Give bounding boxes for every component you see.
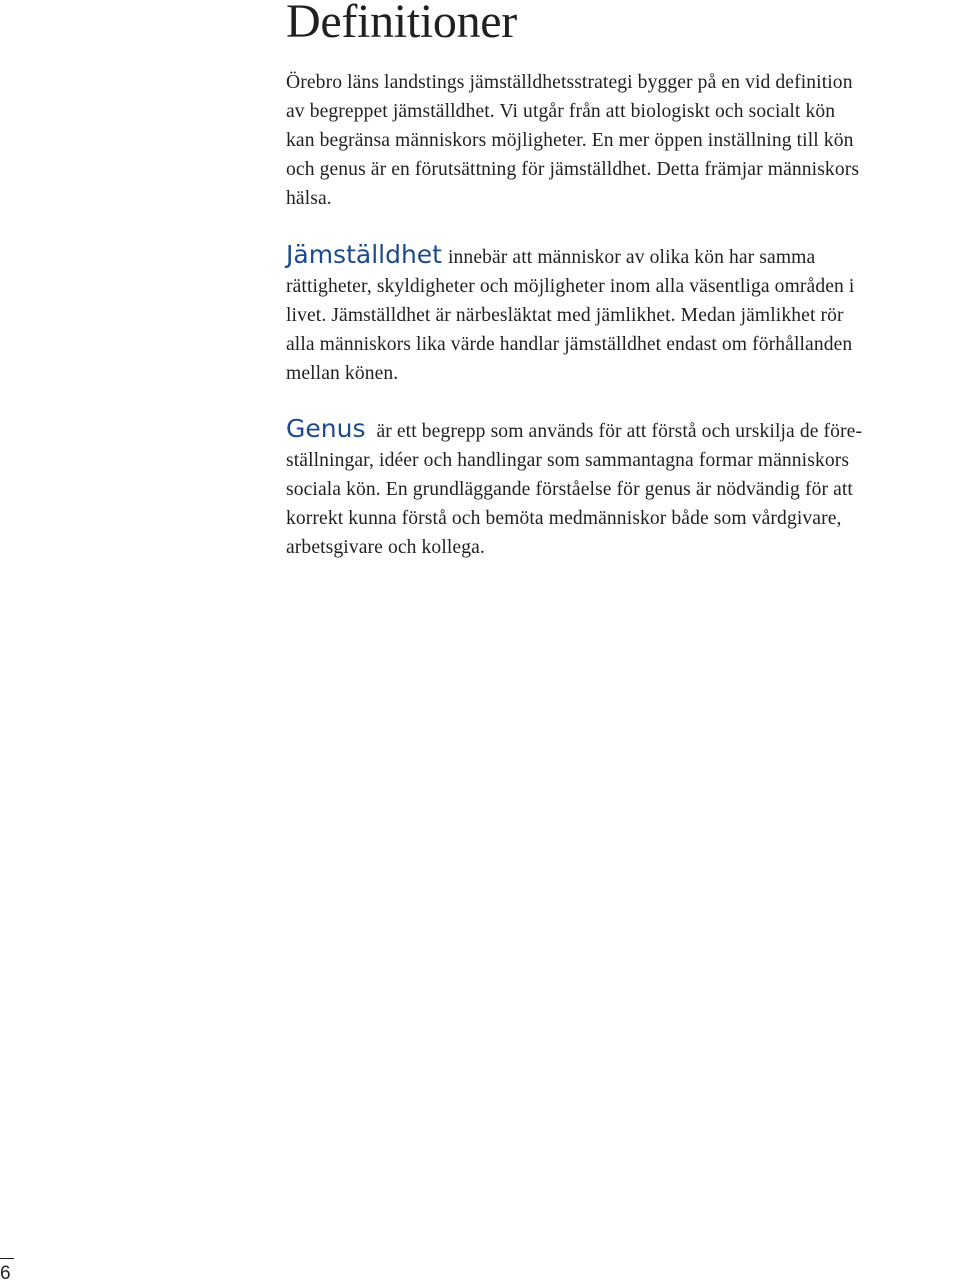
definition-line: korrekt kunna förstå och bemöta medmänniskor både som vårdgivare, — [286, 508, 842, 529]
intro-line: av begreppet jämställdhet. Vi utgår från att biologiskt och socialt kön — [286, 101, 836, 122]
page-number: 6 — [0, 1263, 11, 1284]
page-corner-rule — [0, 1258, 14, 1259]
intro-line: Örebro läns landstings jämställdhetsstrategi bygger på en vid definition — [286, 72, 853, 93]
definition-first-line — [286, 414, 958, 446]
definition-line: alla människors lika värde handlar jämställdhet endast om förhållanden — [286, 334, 853, 355]
definition-line: ställningar, idéer och handlingar som sammantagna formar människors — [286, 450, 850, 471]
page-title: Definitioner — [286, 0, 517, 48]
definition-line: livet. Jämställdhet är närbesläktat med jämlikhet. Medan jämlikhet rör — [286, 305, 844, 326]
intro-line: hälsa. — [286, 188, 332, 209]
definition-term: Genus — [286, 414, 366, 443]
definition-line: sociala kön. En grundläggande förståelse för genus är nödvändig för att — [286, 479, 853, 500]
definition-line: mellan könen. — [286, 363, 399, 384]
definition-jamstalldhet — [286, 240, 958, 388]
intro-line: och genus är en förutsättning för jämställdhet. Detta främjar människors — [286, 159, 860, 180]
intro-paragraph — [286, 68, 958, 213]
definition-line: är ett begrepp som används för att förstå och urskilja de före- — [376, 421, 863, 442]
definition-first-line — [286, 240, 958, 272]
definition-line: arbetsgivare och kollega. — [286, 537, 485, 558]
definition-line: innebär att människor av olika kön har samma — [447, 247, 816, 268]
definition-genus — [286, 414, 958, 562]
definition-line: rättigheter, skyldigheter och möjligheter inom alla väsentliga områden i — [286, 276, 855, 297]
definition-term: Jämställdhet — [286, 240, 442, 269]
intro-line: kan begränsa människors möjligheter. En mer öppen inställning till kön — [286, 130, 854, 151]
